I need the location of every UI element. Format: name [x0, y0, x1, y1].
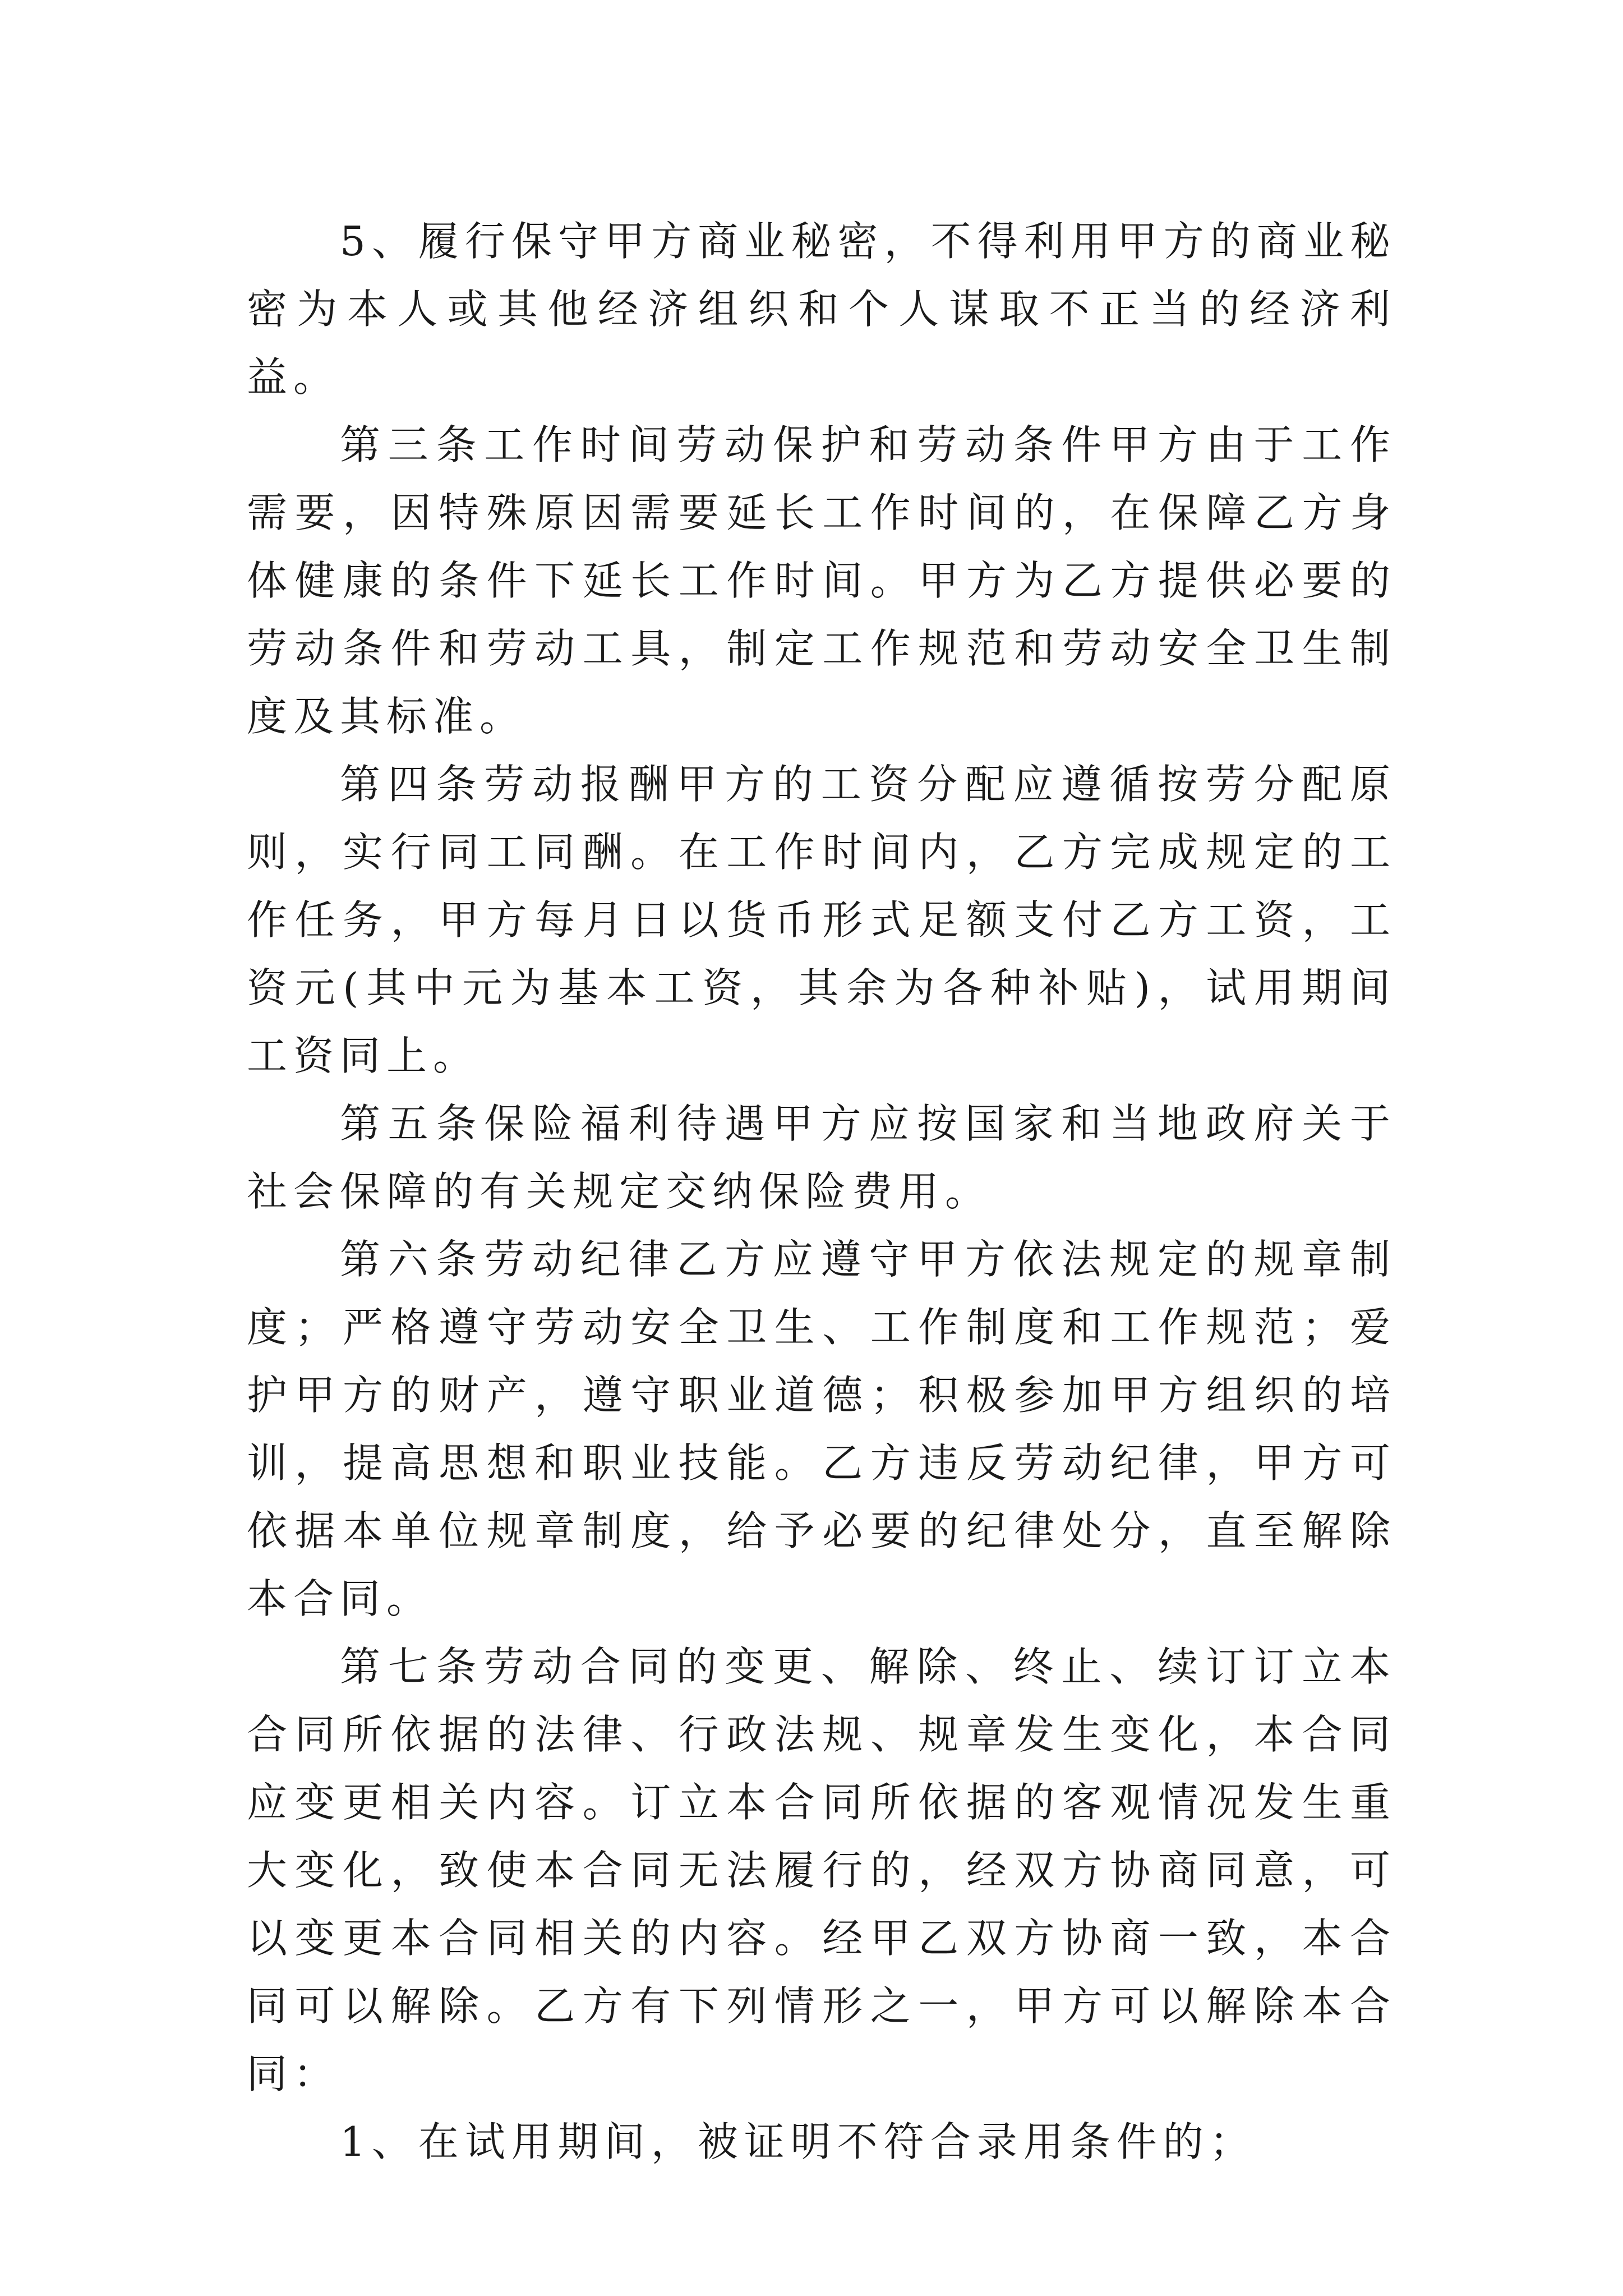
- paragraph-clause-5: 5、履行保守甲方商业秘密，不得利用甲方的商业秘密为本人或其他经济组织和个人谋取不正当的经济利益。: [247, 218, 1396, 401]
- paragraph-article-7: 第七条劳动合同的变更、解除、终止、续订订立本合同所依据的法律、行政法规、规章发生变化，本合同应变更相关内容。订立本合同所依据的客观情况发生重大变化，致使本合同无法履行的，经双方协商同意，可以变更本合同相关的内容。经甲乙双方协商一致，本合同可以解除。乙方有下列情形之一，甲方可以解除本合同：: [247, 1643, 1396, 2097]
- paragraph-article-4: 第四条劳动报酬甲方的工资分配应遵循按劳分配原则，实行同工同酬。在工作时间内，乙方完成规定的工作任务，甲方每月日以货币形式足额支付乙方工资，工资元(其中元为基本工资，其余为各种补贴)，试用期间工资同上。: [247, 761, 1396, 1079]
- document-body: [247, 208, 1396, 2176]
- paragraph-article-5: 第五条保险福利待遇甲方应按国家和当地政府关于社会保障的有关规定交纳保险费用。: [247, 1100, 1396, 1215]
- paragraph-item-1: 1、在试用期间，被证明不符合录用条件的；: [340, 2118, 1256, 2165]
- paragraph-article-6: 第六条劳动纪律乙方应遵守甲方依法规定的规章制度；严格遵守劳动安全卫生、工作制度和工作规范；爱护甲方的财产，遵守职业道德；积极参加甲方组织的培训，提高思想和职业技能。乙方违反劳动纪律，甲方可依据本单位规章制度，给予必要的纪律处分，直至解除本合同。: [247, 1236, 1396, 1622]
- paragraph-article-3: 第三条工作时间劳动保护和劳动条件甲方由于工作需要，因特殊原因需要延长工作时间的，在保障乙方身体健康的条件下延长工作时间。甲方为乙方提供必要的劳动条件和劳动工具，制定工作规范和劳动安全卫生制度及其标准。: [247, 421, 1396, 740]
